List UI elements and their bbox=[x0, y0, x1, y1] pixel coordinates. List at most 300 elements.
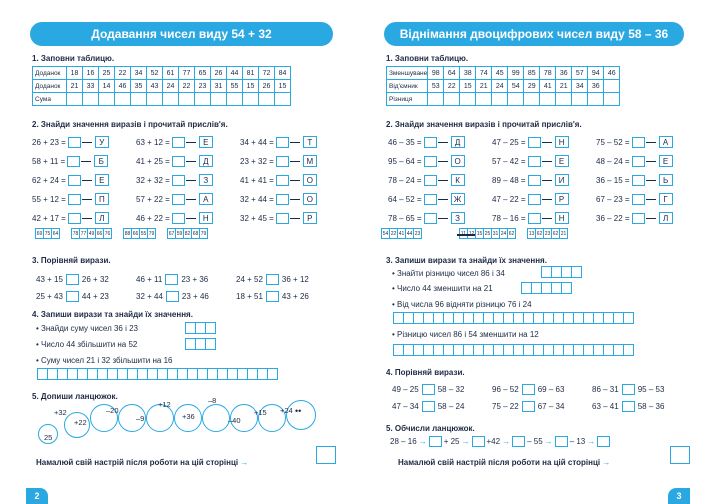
strip-cell[interactable]: 82 bbox=[183, 228, 192, 239]
strip-cell[interactable]: 41 bbox=[397, 228, 406, 239]
dash bbox=[81, 161, 91, 162]
comparison-left: 75 – 22 bbox=[492, 402, 519, 411]
expression bbox=[388, 155, 465, 167]
caterpillar-eyes: •• bbox=[295, 406, 302, 416]
expression-text: 47 – 22 = bbox=[492, 194, 526, 204]
answer-strip bbox=[168, 228, 208, 239]
expression bbox=[240, 174, 317, 186]
right-chain bbox=[388, 436, 610, 447]
strip-cell[interactable]: 69 bbox=[35, 228, 44, 239]
table-cell: 31 bbox=[211, 80, 227, 93]
right-diff-table bbox=[386, 66, 620, 106]
strip-cell[interactable]: 55 bbox=[139, 228, 148, 239]
table-cell: 18 bbox=[67, 67, 83, 80]
dash bbox=[438, 218, 448, 219]
grid-cell[interactable] bbox=[623, 344, 634, 356]
letter-box: Д bbox=[451, 136, 465, 148]
table-cell: 81 bbox=[243, 67, 259, 80]
dash bbox=[542, 218, 552, 219]
expression bbox=[596, 212, 673, 224]
expression-text: 46 + 22 = bbox=[136, 213, 170, 223]
comparison-right: 58 – 24 bbox=[437, 402, 465, 411]
expression-text: 78 – 16 = bbox=[492, 213, 526, 223]
strip-cell[interactable]: 62 bbox=[535, 228, 544, 239]
table-cell: 36 bbox=[588, 80, 604, 93]
expression bbox=[240, 212, 317, 224]
answer-box[interactable] bbox=[632, 137, 645, 148]
answer-box[interactable] bbox=[632, 175, 645, 186]
chain-operation: –20 bbox=[106, 406, 119, 415]
comparison bbox=[592, 401, 664, 412]
strip-cell[interactable]: 66 bbox=[95, 228, 104, 239]
dash bbox=[82, 218, 92, 219]
compare-box[interactable] bbox=[622, 401, 635, 412]
comparison bbox=[392, 401, 464, 412]
comparison-right: 58 – 36 bbox=[637, 402, 665, 411]
compare-box[interactable] bbox=[266, 274, 279, 285]
letter-box: А bbox=[659, 136, 673, 148]
compare-box[interactable] bbox=[66, 291, 79, 302]
expression-text: 32 + 45 = bbox=[240, 213, 274, 223]
expression bbox=[240, 155, 317, 167]
chain-step: + 25 bbox=[443, 437, 460, 446]
dash bbox=[646, 161, 656, 162]
table-cell: 34 bbox=[131, 67, 147, 80]
letter-box: З bbox=[451, 212, 465, 224]
expression bbox=[32, 212, 109, 224]
expression-text: 64 – 52 = bbox=[388, 194, 422, 204]
table-cell[interactable] bbox=[428, 93, 444, 106]
grid-cell[interactable] bbox=[561, 282, 572, 294]
answer-strip bbox=[124, 228, 156, 239]
expression-text: 42 + 17 = bbox=[32, 213, 66, 223]
table-cell: 21 bbox=[556, 80, 572, 93]
table-cell: 78 bbox=[540, 67, 556, 80]
letter-box: Т bbox=[303, 136, 317, 148]
table-cell[interactable] bbox=[163, 93, 179, 106]
answer-box[interactable] bbox=[632, 156, 645, 167]
table-cell: 65 bbox=[195, 67, 211, 80]
left-task1-heading: 1. Заповни таблицю. bbox=[32, 54, 115, 63]
right-task5-heading: 5. Обчисли ланцюжок. bbox=[386, 424, 475, 433]
dash bbox=[290, 142, 300, 143]
table-cell: 16 bbox=[83, 67, 99, 80]
answer-box[interactable] bbox=[172, 213, 185, 224]
grid-cell[interactable] bbox=[205, 338, 216, 350]
table-cell[interactable] bbox=[556, 93, 572, 106]
letter-box: О bbox=[303, 174, 317, 186]
table-cell: 23 bbox=[195, 80, 211, 93]
letter-box: Л bbox=[95, 212, 109, 224]
chain-answer-box[interactable] bbox=[597, 436, 610, 447]
left-answer-grid-3[interactable] bbox=[38, 368, 278, 380]
table-cell[interactable] bbox=[67, 93, 83, 106]
left-page-number: 2 bbox=[26, 488, 48, 504]
strip-cell[interactable]: 25 bbox=[483, 228, 492, 239]
grid-cell[interactable] bbox=[267, 368, 278, 380]
answer-box[interactable] bbox=[528, 194, 541, 205]
table-row-label: Сума bbox=[33, 93, 67, 106]
answer-box[interactable] bbox=[172, 137, 185, 148]
table-row-label: Різниця bbox=[387, 93, 428, 106]
strip-cell[interactable]: 44 bbox=[405, 228, 414, 239]
left-answer-grid-1[interactable] bbox=[186, 322, 216, 334]
table-cell[interactable] bbox=[243, 93, 259, 106]
strip-cell[interactable]: 64 bbox=[51, 228, 60, 239]
letter-box: П bbox=[95, 193, 109, 205]
table-cell: 24 bbox=[492, 80, 508, 93]
chain-operation: +12 bbox=[158, 400, 171, 409]
answer-box[interactable] bbox=[68, 213, 81, 224]
expression bbox=[596, 136, 673, 148]
dash bbox=[646, 218, 656, 219]
left-bullet-3: • Суму чисел 21 і 32 збільшити на 16 bbox=[36, 356, 173, 365]
strip-cell[interactable]: 23 bbox=[413, 228, 422, 239]
letter-box: Н bbox=[199, 212, 213, 224]
strip-cell[interactable]: 79 bbox=[199, 228, 208, 239]
table-cell: 64 bbox=[444, 67, 460, 80]
table-row-label: Зменшуване bbox=[387, 67, 428, 80]
table-cell[interactable] bbox=[524, 93, 540, 106]
table-cell: 52 bbox=[147, 67, 163, 80]
chain-operation: +36 bbox=[182, 412, 195, 421]
table-cell[interactable] bbox=[476, 93, 492, 106]
compare-box[interactable] bbox=[166, 291, 179, 302]
chain-answer-box[interactable] bbox=[472, 436, 485, 447]
arrow-right-icon: → bbox=[602, 458, 611, 467]
arrow-right-icon: → bbox=[587, 437, 596, 446]
chain-operation: +15 bbox=[254, 408, 267, 417]
expression-text: 62 + 24 = bbox=[32, 175, 66, 185]
letter-box: Е bbox=[95, 174, 109, 186]
dash bbox=[438, 161, 448, 162]
strip-cell[interactable]: 15 bbox=[475, 228, 484, 239]
answer-box[interactable] bbox=[172, 156, 185, 167]
answer-box[interactable] bbox=[528, 156, 541, 167]
answer-strip bbox=[382, 228, 422, 239]
dash bbox=[542, 180, 552, 181]
right-answer-grid-3[interactable] bbox=[394, 312, 634, 324]
comparison bbox=[136, 291, 209, 302]
table-cell[interactable] bbox=[227, 93, 243, 106]
chain-operation: +24 bbox=[280, 406, 293, 415]
compare-box[interactable] bbox=[522, 401, 535, 412]
strip-cell[interactable]: 49 bbox=[87, 228, 96, 239]
expression bbox=[240, 136, 317, 148]
answer-strip bbox=[36, 228, 60, 239]
arrow-right-icon: → bbox=[544, 437, 553, 446]
right-answer-grid-4[interactable] bbox=[394, 344, 634, 356]
table-row-label: Від'ємник bbox=[387, 80, 428, 93]
answer-box[interactable] bbox=[67, 156, 80, 167]
strip-cell[interactable]: 22 bbox=[389, 228, 398, 239]
left-task2-heading: 2. Знайди значення виразів і прочитай прислів'я. bbox=[32, 120, 228, 129]
left-bullet-1: • Знайди суму чисел 36 і 23 bbox=[36, 324, 139, 333]
comparison-left: 47 – 34 bbox=[392, 402, 419, 411]
table-cell[interactable] bbox=[275, 93, 291, 106]
answer-box[interactable] bbox=[424, 156, 437, 167]
chain-step: – 13 bbox=[569, 437, 586, 446]
table-cell[interactable] bbox=[508, 93, 524, 106]
expression-text: 48 – 24 = bbox=[596, 156, 630, 166]
comparison-right: 23 + 46 bbox=[181, 292, 209, 301]
table-row bbox=[387, 67, 620, 80]
strip-cell[interactable]: 62 bbox=[551, 228, 560, 239]
answer-box[interactable] bbox=[632, 194, 645, 205]
table-cell: 26 bbox=[259, 80, 275, 93]
table-cell[interactable] bbox=[259, 93, 275, 106]
expression-text: 32 + 44 = bbox=[240, 194, 274, 204]
arrow-right-icon: → bbox=[418, 437, 427, 446]
strip-cell[interactable]: 76 bbox=[103, 228, 112, 239]
right-task4-heading: 4. Порівняй вирази. bbox=[386, 368, 465, 377]
expression-text: 55 + 12 = bbox=[32, 194, 66, 204]
comparison-right: 43 + 26 bbox=[281, 292, 309, 301]
expression-text: 41 + 41 = bbox=[240, 175, 274, 185]
strip-cell[interactable]: 62 bbox=[507, 228, 516, 239]
table-cell bbox=[604, 80, 620, 93]
expression bbox=[596, 174, 673, 186]
dash bbox=[186, 142, 196, 143]
answer-box[interactable] bbox=[68, 194, 81, 205]
answer-box[interactable] bbox=[528, 175, 541, 186]
table-cell: 46 bbox=[115, 80, 131, 93]
table-cell[interactable] bbox=[83, 93, 99, 106]
chain-operation: –40 bbox=[228, 416, 241, 425]
table-row-label: Доданок bbox=[33, 80, 67, 93]
table-cell: 35 bbox=[131, 80, 147, 93]
table-cell: 15 bbox=[460, 80, 476, 93]
strip-cell[interactable]: 23 bbox=[543, 228, 552, 239]
chain-start-value: 25 bbox=[44, 433, 53, 442]
letter-box: Н bbox=[555, 136, 569, 148]
letter-box: Е bbox=[659, 155, 673, 167]
expression bbox=[240, 193, 317, 205]
expression-text: 41 + 25 = bbox=[136, 156, 170, 166]
comparison-right: 26 + 32 bbox=[81, 275, 109, 284]
expression-text: 78 – 24 = bbox=[388, 175, 422, 185]
compare-box[interactable] bbox=[66, 274, 79, 285]
comparison-left: 63 – 41 bbox=[592, 402, 619, 411]
right-answer-grid-2[interactable] bbox=[522, 282, 572, 294]
right-task2-heading: 2. Знайди значення виразів і прочитай прислів'я. bbox=[386, 120, 582, 129]
answer-strip bbox=[528, 228, 568, 239]
answer-box[interactable] bbox=[424, 194, 437, 205]
table-cell[interactable] bbox=[99, 93, 115, 106]
dash bbox=[542, 199, 552, 200]
expression bbox=[32, 193, 109, 205]
strip-cell[interactable]: 75 bbox=[43, 228, 52, 239]
table-cell[interactable] bbox=[492, 93, 508, 106]
table-cell: 22 bbox=[179, 80, 195, 93]
expression-text: 36 – 15 = bbox=[596, 175, 630, 185]
answer-box[interactable] bbox=[276, 156, 289, 167]
comparison-left: 32 + 44 bbox=[136, 292, 163, 301]
strip-cell[interactable]: 67 bbox=[167, 228, 176, 239]
expression-text: 46 – 35 = bbox=[388, 137, 422, 147]
letter-box: А bbox=[199, 193, 213, 205]
table-cell: 98 bbox=[428, 67, 444, 80]
expression bbox=[596, 193, 673, 205]
table-cell[interactable] bbox=[588, 93, 604, 106]
table-cell: 44 bbox=[227, 67, 243, 80]
chain-circle[interactable] bbox=[202, 404, 230, 432]
comparison bbox=[36, 274, 109, 285]
arrow-right-icon: → bbox=[240, 458, 249, 467]
chain-operation: –9 bbox=[136, 414, 145, 423]
dash bbox=[82, 180, 92, 181]
answer-box[interactable] bbox=[528, 213, 541, 224]
right-bullet-3: • Від числа 96 відняти різницю 76 і 24 bbox=[392, 300, 532, 309]
answer-box[interactable] bbox=[276, 213, 289, 224]
strip-cell[interactable]: 31 bbox=[491, 228, 500, 239]
answer-box[interactable] bbox=[172, 194, 185, 205]
compare-box[interactable] bbox=[266, 291, 279, 302]
left-mood-box[interactable] bbox=[316, 446, 336, 464]
right-footer-text bbox=[398, 458, 610, 467]
dash bbox=[438, 199, 448, 200]
strip-cell[interactable]: 88 bbox=[123, 228, 132, 239]
dash bbox=[290, 161, 300, 162]
right-bullet-4: • Різницю чисел 86 і 54 зменшити на 12 bbox=[392, 330, 539, 339]
chain-answer-box[interactable] bbox=[429, 436, 442, 447]
compare-box[interactable] bbox=[165, 274, 178, 285]
comparison-left: 46 + 11 bbox=[136, 275, 163, 284]
comparison bbox=[592, 384, 664, 395]
answer-box[interactable] bbox=[424, 213, 437, 224]
strip-cell[interactable]: 54 bbox=[381, 228, 390, 239]
answer-box[interactable] bbox=[68, 175, 81, 186]
grid-cell[interactable] bbox=[571, 266, 582, 278]
answer-box[interactable] bbox=[276, 175, 289, 186]
strip-cell[interactable]: 77 bbox=[79, 228, 88, 239]
expression-text: 36 – 22 = bbox=[596, 213, 630, 223]
comparison bbox=[236, 274, 309, 285]
comparison bbox=[492, 384, 564, 395]
compare-box[interactable] bbox=[622, 384, 635, 395]
dash bbox=[82, 199, 92, 200]
strip-cell[interactable]: 59 bbox=[175, 228, 184, 239]
strip-cell[interactable]: 78 bbox=[71, 228, 80, 239]
right-task3-heading: 3. Запиши вирази та знайди їх значення. bbox=[386, 256, 547, 265]
expression bbox=[32, 155, 108, 167]
letter-box: М bbox=[303, 155, 317, 167]
letter-box: Е bbox=[199, 136, 213, 148]
answer-box[interactable] bbox=[276, 137, 289, 148]
comparison-right: 23 + 36 bbox=[181, 275, 209, 284]
table-cell: 84 bbox=[275, 67, 291, 80]
left-bullet-2: • Число 44 збільшити на 52 bbox=[36, 340, 138, 349]
left-task5-heading: 5. Допиши ланцюжок. bbox=[32, 392, 118, 401]
chain-step: – 55 bbox=[527, 437, 543, 446]
answer-box[interactable] bbox=[632, 213, 645, 224]
strip-cell[interactable]: 11 bbox=[459, 228, 468, 239]
answer-box[interactable] bbox=[68, 137, 81, 148]
compare-box[interactable] bbox=[422, 384, 435, 395]
table-cell[interactable] bbox=[131, 93, 147, 106]
table-cell[interactable] bbox=[540, 93, 556, 106]
table-cell: 43 bbox=[147, 80, 163, 93]
answer-box[interactable] bbox=[424, 137, 437, 148]
letter-box: Е bbox=[555, 155, 569, 167]
table-cell: 14 bbox=[99, 80, 115, 93]
table-cell[interactable] bbox=[211, 93, 227, 106]
grid-cell[interactable] bbox=[623, 312, 634, 324]
strip-cell[interactable]: 24 bbox=[499, 228, 508, 239]
answer-box[interactable] bbox=[172, 175, 185, 186]
dash bbox=[542, 161, 552, 162]
chain-step: 28 – 16 bbox=[390, 437, 417, 446]
chain-answer-box[interactable] bbox=[555, 436, 568, 447]
letter-box: Р bbox=[555, 193, 569, 205]
expression-text: 75 – 52 = bbox=[596, 137, 630, 147]
table-cell: 85 bbox=[524, 67, 540, 80]
expression bbox=[388, 174, 465, 186]
chain-answer-box[interactable] bbox=[512, 436, 525, 447]
table-row-label: Доданок bbox=[33, 67, 67, 80]
strip-cell[interactable]: 12 bbox=[467, 228, 476, 239]
strip-cell[interactable]: 66 bbox=[131, 228, 140, 239]
table-row bbox=[33, 67, 291, 80]
table-cell[interactable] bbox=[444, 93, 460, 106]
strip-cell[interactable]: 68 bbox=[191, 228, 200, 239]
table-cell: 53 bbox=[428, 80, 444, 93]
left-task4-heading: 4. Запиши вирази та знайди їх значення. bbox=[32, 310, 193, 319]
expression-text: 26 + 23 = bbox=[32, 137, 66, 147]
expression bbox=[136, 193, 213, 205]
table-cell[interactable] bbox=[572, 93, 588, 106]
comparison-right: 69 – 63 bbox=[537, 385, 565, 394]
table-cell: 38 bbox=[460, 67, 476, 80]
expression bbox=[388, 212, 465, 224]
letter-box: О bbox=[303, 193, 317, 205]
table-cell[interactable] bbox=[147, 93, 163, 106]
comparison bbox=[392, 384, 464, 395]
grid-cell[interactable] bbox=[205, 322, 216, 334]
answer-box[interactable] bbox=[528, 137, 541, 148]
compare-box[interactable] bbox=[422, 401, 435, 412]
left-page bbox=[6, 0, 356, 504]
dash bbox=[646, 180, 656, 181]
compare-box[interactable] bbox=[522, 384, 535, 395]
table-row bbox=[387, 80, 620, 93]
expression-text: 67 – 23 = bbox=[596, 194, 630, 204]
comparison-left: 25 + 43 bbox=[36, 292, 63, 301]
table-cell[interactable] bbox=[604, 93, 620, 106]
right-mood-box[interactable] bbox=[670, 446, 690, 464]
table-cell[interactable] bbox=[460, 93, 476, 106]
table-cell[interactable] bbox=[179, 93, 195, 106]
expression-text: 47 – 25 = bbox=[492, 137, 526, 147]
table-cell: 94 bbox=[588, 67, 604, 80]
table-cell[interactable] bbox=[115, 93, 131, 106]
left-answer-grid-2[interactable] bbox=[186, 338, 216, 350]
expression-text: 57 – 42 = bbox=[492, 156, 526, 166]
strip-cell[interactable]: 13 bbox=[527, 228, 536, 239]
comparison-left: 86 – 31 bbox=[592, 385, 619, 394]
right-answer-grid-1[interactable] bbox=[542, 266, 582, 278]
table-cell[interactable] bbox=[195, 93, 211, 106]
dash bbox=[646, 142, 656, 143]
strip-cell[interactable]: 21 bbox=[559, 228, 568, 239]
expression bbox=[596, 155, 673, 167]
strip-cell[interactable]: 79 bbox=[147, 228, 156, 239]
expression bbox=[136, 174, 213, 186]
table-cell: 74 bbox=[476, 67, 492, 80]
answer-box[interactable] bbox=[276, 194, 289, 205]
table-cell: 33 bbox=[83, 80, 99, 93]
answer-box[interactable] bbox=[424, 175, 437, 186]
